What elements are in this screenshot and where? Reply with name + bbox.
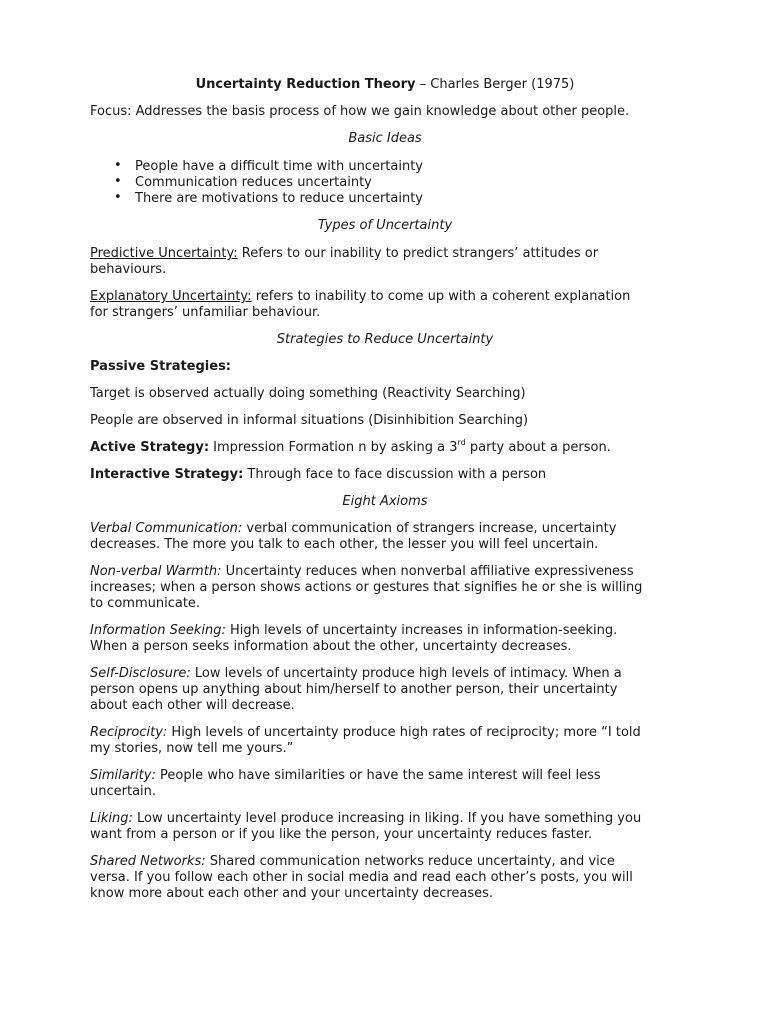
axiom-text: verbal communication of strangers increase, uncertainty [242, 521, 617, 536]
axiom-text: to communicate. [90, 596, 201, 611]
predictive-term: Predictive Uncertainty: [90, 246, 238, 261]
axiom-term: Shared Networks: [90, 854, 206, 869]
predictive-text-cont: behaviours. [90, 262, 167, 277]
list-item: People have a difficult time with uncertainty [135, 159, 423, 174]
strategies-heading: Strategies to Reduce Uncertainty [276, 332, 494, 347]
active-strategy-label: Active Strategy: [90, 440, 210, 455]
axiom-term: Reciprocity: [90, 725, 168, 740]
interactive-strategy-text: Through face to face discussion with a person [243, 467, 547, 482]
axiom-text: When a person seeks information about the other, uncertainty decreases. [90, 639, 572, 654]
axiom-text: want from a person or if you like the person, your uncertainty reduces faster. [90, 827, 593, 842]
axiom-text: uncertain. [90, 784, 157, 799]
axiom-text: about each other will decrease. [90, 698, 295, 713]
title-main: Uncertainty Reduction Theory [195, 77, 416, 92]
explanatory-text-cont: for strangers’ unfamiliar behaviour. [90, 305, 321, 320]
axiom-term: Information Seeking: [90, 623, 226, 638]
interactive-strategy-label: Interactive Strategy: [90, 467, 244, 482]
bullet-icon: • [114, 158, 122, 173]
passive-strategy-item: People are observed in informal situations (Disinhibition Searching) [90, 413, 529, 428]
axiom-term: Similarity: [90, 768, 156, 783]
axiom-text: Uncertainty reduces when nonverbal affiliative expressiveness [221, 564, 634, 579]
list-item: Communication reduces uncertainty [135, 175, 372, 190]
axiom-text: High levels of uncertainty increases in information-seeking. [225, 623, 618, 638]
active-strategy-text-end: party about a person. [465, 440, 611, 455]
bullet-icon: • [114, 174, 122, 189]
active-strategy-paragraph [90, 437, 611, 456]
basic-ideas-heading: Basic Ideas [348, 131, 422, 146]
axiom-term: Self-Disclosure: [90, 666, 191, 681]
axiom-text: Low uncertainty level produce increasing in liking. If you have something you [132, 811, 642, 826]
axiom-text: People who have similarities or have the same interest will feel less [155, 768, 601, 783]
axiom-text: Low levels of uncertainty produce high levels of intimacy. When a [190, 666, 622, 681]
axiom-term: Verbal Communication: [90, 521, 243, 536]
list-item: There are motivations to reduce uncertainty [135, 191, 423, 206]
title-author: – Charles Berger (1975) [415, 77, 575, 92]
axiom-text: know more about each other and your uncertainty decreases. [90, 886, 494, 901]
axiom-text: person opens up anything about him/herself to another person, their uncertainty [90, 682, 618, 697]
passive-strategies-label: Passive Strategies: [90, 359, 232, 374]
axioms-heading: Eight Axioms [342, 494, 428, 509]
explanatory-term: Explanatory Uncertainty: [90, 289, 252, 304]
axiom-text: versa. If you follow each other in social media and read each other’s posts, you will [90, 870, 633, 885]
active-strategy-text: Impression Formation n by asking a 3 [209, 440, 458, 455]
axiom-term: Liking: [90, 811, 133, 826]
passive-strategy-item: Target is observed actually doing something (Reactivity Searching) [90, 386, 526, 401]
bullet-icon: • [114, 190, 122, 205]
explanatory-text: refers to inability to come up with a coherent explanation [251, 289, 631, 304]
axiom-text: High levels of uncertainty produce high rates of reciprocity; more “I told [167, 725, 641, 740]
document-title [90, 77, 680, 93]
axiom-text: decreases. The more you talk to each other, the lesser you will feel uncertain. [90, 537, 599, 552]
axiom-text: my stories, now tell me yours.” [90, 741, 294, 756]
ordinal-suffix: rd [457, 437, 466, 447]
predictive-text: Refers to our inability to predict strangers’ attitudes or [237, 246, 599, 261]
axiom-text: increases; when a person shows actions or gestures that signifies he or she is willing [90, 580, 643, 595]
axiom-text: Shared communication networks reduce uncertainty, and vice [205, 854, 615, 869]
focus-paragraph: Focus: Addresses the basis process of how we gain knowledge about other people. [90, 104, 630, 119]
axiom-term: Non-verbal Warmth: [90, 564, 222, 579]
interactive-strategy-paragraph [90, 467, 546, 483]
types-heading: Types of Uncertainty [317, 218, 453, 233]
